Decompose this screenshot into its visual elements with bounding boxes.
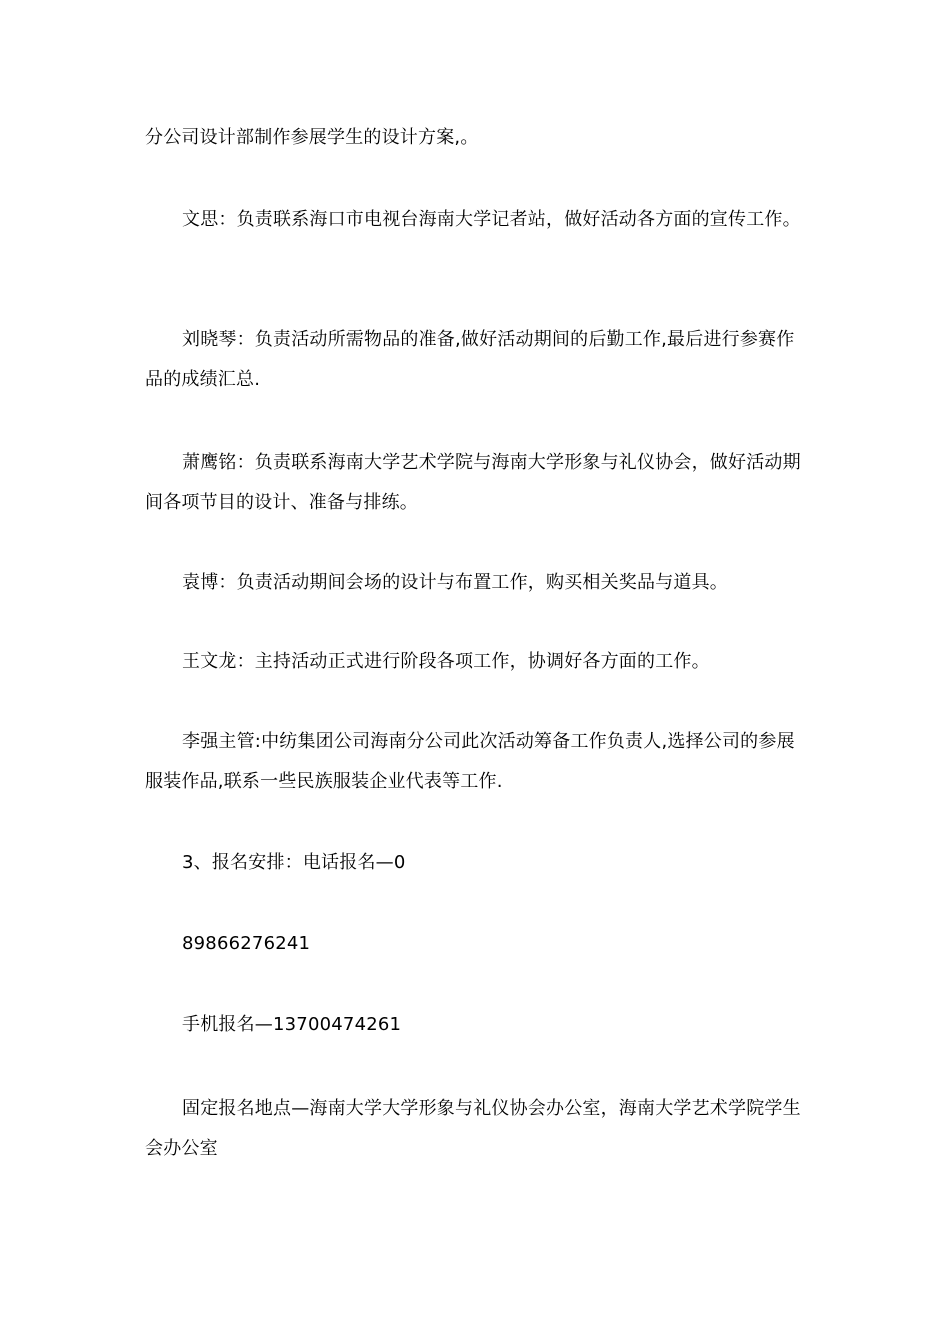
paragraph-yuan-bo: 袁博：负责活动期间会场的设计与布置工作，购买相关奖品与道具。 [182, 572, 728, 593]
paragraph-wensi: 文思：负责联系海口市电视台海南大学记者站，做好活动各方面的宣传工作。 [182, 209, 801, 230]
paragraph-design-plan: 分公司设计部制作参展学生的设计方案,。 [145, 127, 479, 148]
paragraph-mobile-registration: 手机报名—13700474261 [182, 1014, 402, 1035]
paragraph-liu-xiaoqin: 刘晓琴：负责活动所需物品的准备,做好活动期间的后勤工作,最后进行参赛作品的成绩汇总. [145, 329, 795, 390]
paragraph-registration-heading: 3、报名安排：电话报名—0 [182, 852, 406, 873]
paragraph-wang-wenlong: 王文龙：主持活动正式进行阶段各项工作，协调好各方面的工作。 [182, 651, 710, 672]
paragraph-phone-number: 89866276241 [182, 933, 311, 954]
paragraph-li-qiang: 李强主管:中纺集团公司海南分公司此次活动筹备工作负责人,选择公司的参展服装作品,联系一些民族服装企业代表等工作. [145, 731, 795, 792]
paragraph-registration-location: 固定报名地点—海南大学大学形象与礼仪协会办公室，海南大学艺术学院学生会办公室 [145, 1098, 801, 1159]
paragraph-xiao-yingming: 萧鹰铭：负责联系海南大学艺术学院与海南大学形象与礼仪协会，做好活动期间各项节目的设计、准备与排练。 [145, 452, 801, 513]
